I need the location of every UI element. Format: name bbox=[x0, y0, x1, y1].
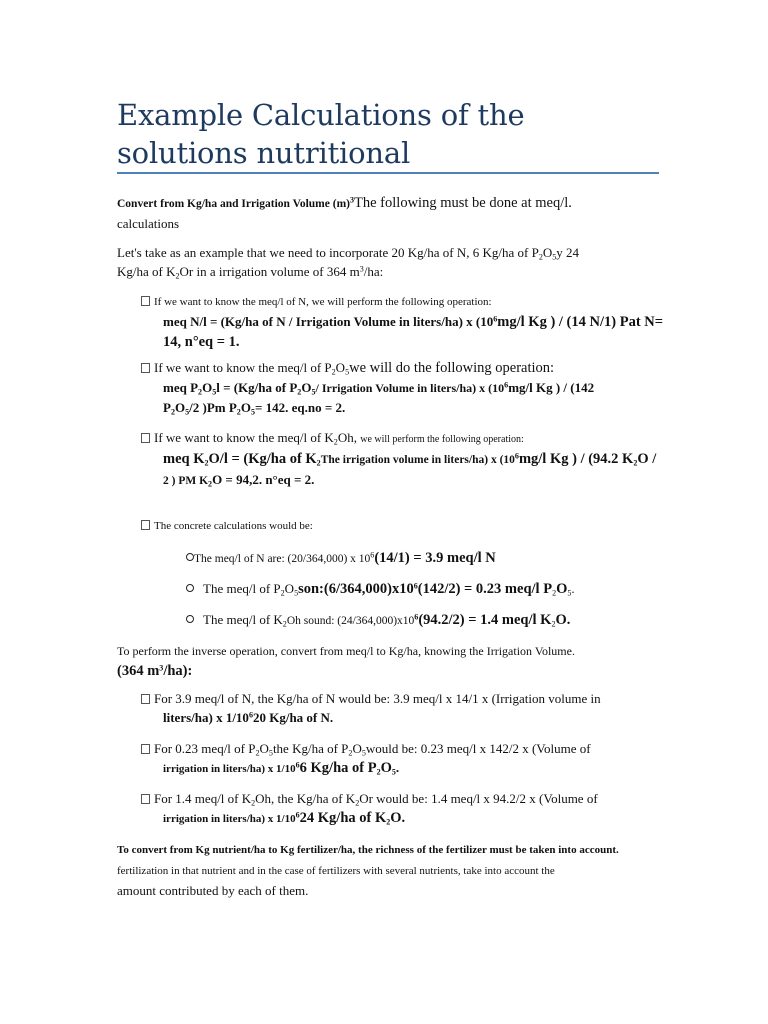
bullet-n-operation: If we want to know the meq/l of N, we will perform the following operation: meq N/l = (Kg/ha of N / Irrigation Volume in liters/ha) x ($10^6mg/l$ Kg ) / (14 N/1) Pat N= 14, n°eq = 1. bbox=[141, 291, 681, 352]
title-underline bbox=[117, 172, 659, 174]
intro-paragraph: Convert from Kg/ha and Irrigation Volume $(m)^3The$ following must be done at meq/l. calculations bbox=[117, 195, 572, 231]
checkbox-icon bbox=[141, 433, 150, 443]
closing-paragraph: To convert from Kg nutrient/ha to Kg fertilizer/ha, the richness of the fertilizer must be taken into account. fertilization in that nutrient and in the case of fertilizers with several nutrients, take into account the amount contributed by each of them. bbox=[117, 844, 619, 898]
list-item-n-result: The meq/l of N are: (20/364,000) x $10^6(14/1) = 3.9$ meq/l N bbox=[186, 548, 646, 569]
bullet-concrete-calculations: The concrete calculations would be: bbox=[141, 515, 681, 536]
formula-n: meq N/l = (Kg/ha of N / Irrigation Volume in liters/ha) x ($10^6mg/l$ Kg ) / (14 N/1) Pat N= 14, n°eq = 1. bbox=[163, 314, 664, 350]
checkbox-icon bbox=[141, 363, 150, 373]
example-paragraph: Let's take as an example that we need to incorporate 20 Kg/ha of N, 6 Kg/ha of $P_2O_5y$ 24 Kg/ha of $K_2Or$ in a irrigation volume of 364 $m^3/ha$: bbox=[117, 245, 580, 281]
checkbox-icon bbox=[141, 794, 150, 804]
bullet-p2o5-operation: If we want to know the meq/l of $P_2O_5we$ will do the following operation: meq $P_2O_5l = (Kg/ha$ of $P_2O_5/$ Irrigation Volume in liters/ha) x ($10^6mg/l$ Kg ) / (142 $P_2O_5/2$ )Pm $P_2O_5= 142$. eq.no = 2. bbox=[141, 358, 681, 417]
inverse-paragraph: To perform the inverse operation, convert from meq/l to Kg/ha, knowing the Irrigation Volume. (364 $m^3/ha$): bbox=[117, 644, 575, 679]
formula-k2o: meq $K_2O/l = (Kg/ha$ of $K_2The$ irrigation volume in liters/ha) x ($10^6mg/l$ Kg ) / (94.2 $K_2O$ / 2 ) PM $K_2O = 94,2$. n°eq = 2. bbox=[163, 451, 657, 489]
circle-bullet-icon bbox=[186, 553, 194, 561]
circle-bullet-icon bbox=[186, 584, 194, 592]
page-title: Example Calculations of the solutions nutritional bbox=[117, 98, 525, 170]
bullet-n-inverse: For 3.9 meq/l of N, the Kg/ha of N would be: 3.9 meq/l x 14/1 x (Irrigation volume in liters/ha) x $1/10^620$ Kg/ha of N. bbox=[141, 689, 681, 727]
intro-bold: Convert from Kg/ha and Irrigation Volume (m) bbox=[117, 198, 350, 210]
circle-bullet-icon bbox=[186, 615, 194, 623]
bullet-p2o5-inverse: For 0.23 meq/l of $P_2O_5the$ Kg/ha of $P_2O_5would$ be: 0.23 meq/l x 142/2 x (Volume of irrigation in liters/ha) x $1/10^66$ Kg/ha of $P_2O_5$. bbox=[141, 739, 681, 779]
bullet-k2o-operation: If we want to know the meq/l of $K_2Oh$, we will perform the following operation: meq $K_2O/l = (Kg/ha$ of $K_2The$ irrigation volume in liters/ha) x ($10^6mg/l$ Kg ) / (94.2 $K_2O$ / 2 ) PM $K_2O = 94,2$. n°eq = 2. bbox=[141, 428, 681, 491]
list-item-p2o5-result: The meq/l of $P_2O_5son:(6/364,000)x10^6(142/2) = 0.23$ meq/l $P_2O_5$. bbox=[186, 579, 646, 599]
checkbox-icon bbox=[141, 744, 150, 754]
bullet-k2o-inverse: For 1.4 meq/l of $K_2Oh$, the Kg/ha of $K_2Or$ would be: 1.4 meq/l x 94.2/2 x (Volume of irrigation in liters/ha) x $1/10^624$ Kg/ha of $K_2O$. bbox=[141, 789, 681, 829]
checkbox-icon bbox=[141, 694, 150, 704]
checkbox-icon bbox=[141, 520, 150, 530]
list-item-k2o-result: The meq/l of $K_2Oh$ sound: $(24/364,000)x10^6(94.2/2) = 1.4$ meq/l $K_2O$. bbox=[186, 610, 646, 631]
formula-p2o5: meq $P_2O_5l = (Kg/ha$ of $P_2O_5/$ Irrigation Volume in liters/ha) x ($10^6mg/l$ Kg ) / (142 $P_2O_5/2$ )Pm $P_2O_5= 142$. eq.no = 2. bbox=[163, 380, 595, 417]
checkbox-icon bbox=[141, 296, 150, 306]
